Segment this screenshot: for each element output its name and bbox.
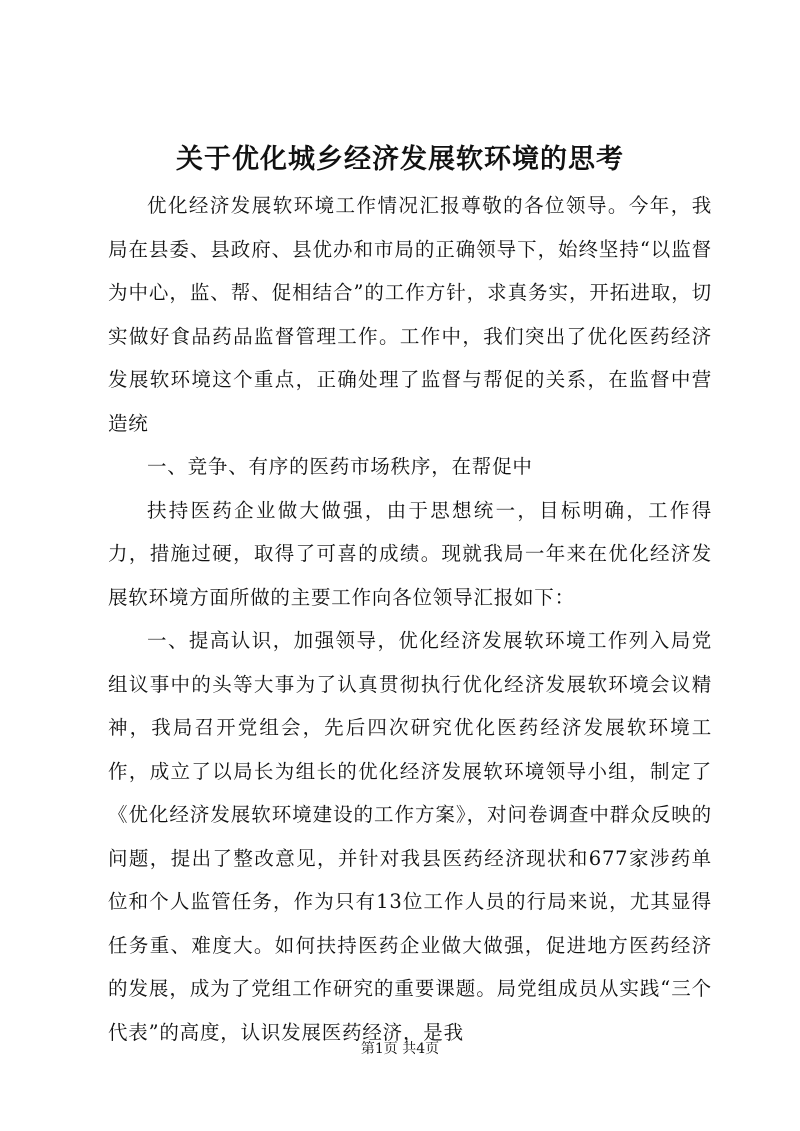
paragraph-section-heading: 一、竞争、有序的医药市场秩序，在帮促中 bbox=[147, 455, 533, 478]
page-footer: 第1页 共4页 bbox=[360, 1041, 440, 1057]
paragraph-intro: 优化经济发展软环境工作情况汇报尊敬的各位领导。今年，我局在县委、县政府、县优办和市局的正确领导下，始终坚持“以监督为中心，监、帮、促相结合”的工作方针，求真务实，开拓进取，切实做好食品药品监督管理工作。工作中，我们突出了优化医药经济发展软环境这个重点，正确处理了监督与帮促的关系，在监督中营造统 bbox=[108, 194, 712, 435]
paragraph-leadership: 一、提高认识，加强领导，优化经济发展软环境工作列入局党组议事中的头等大事为了认真贯彻执行优化经济发展软环境会议精神，我局召开党组会，先后四次研究优化医药经济发展软环境工作，成立了以局长为组长的优化经济发展软环境领导小组，制定了《优化经济发展软环境建设的工作方案》，对问卷调查中群众反映的问题，提出了整改意见，并针对我县医药经济现状和677家涉药单位和个人监管任务，作为只有13位工作人员的行局来说，尤其显得任务重、难度大。如何扶持医药企业做大做强，促进地方医药经济的发展，成为了党组工作研究的重要课题。局党组成员从实践“三个代表”的高度，认识发展医药经济，是我 bbox=[108, 629, 712, 1044]
document-title: 关于优化城乡经济发展软环境的思考 bbox=[176, 144, 624, 175]
paragraph-support-enterprises: 扶持医药企业做大做强，由于思想统一，目标明确，工作得力，措施过硬，取得了可喜的成绩。现就我局一年来在优化经济发展软环境方面所做的主要工作向各位领导汇报如下： bbox=[108, 498, 712, 609]
document-body bbox=[108, 184, 712, 1054]
